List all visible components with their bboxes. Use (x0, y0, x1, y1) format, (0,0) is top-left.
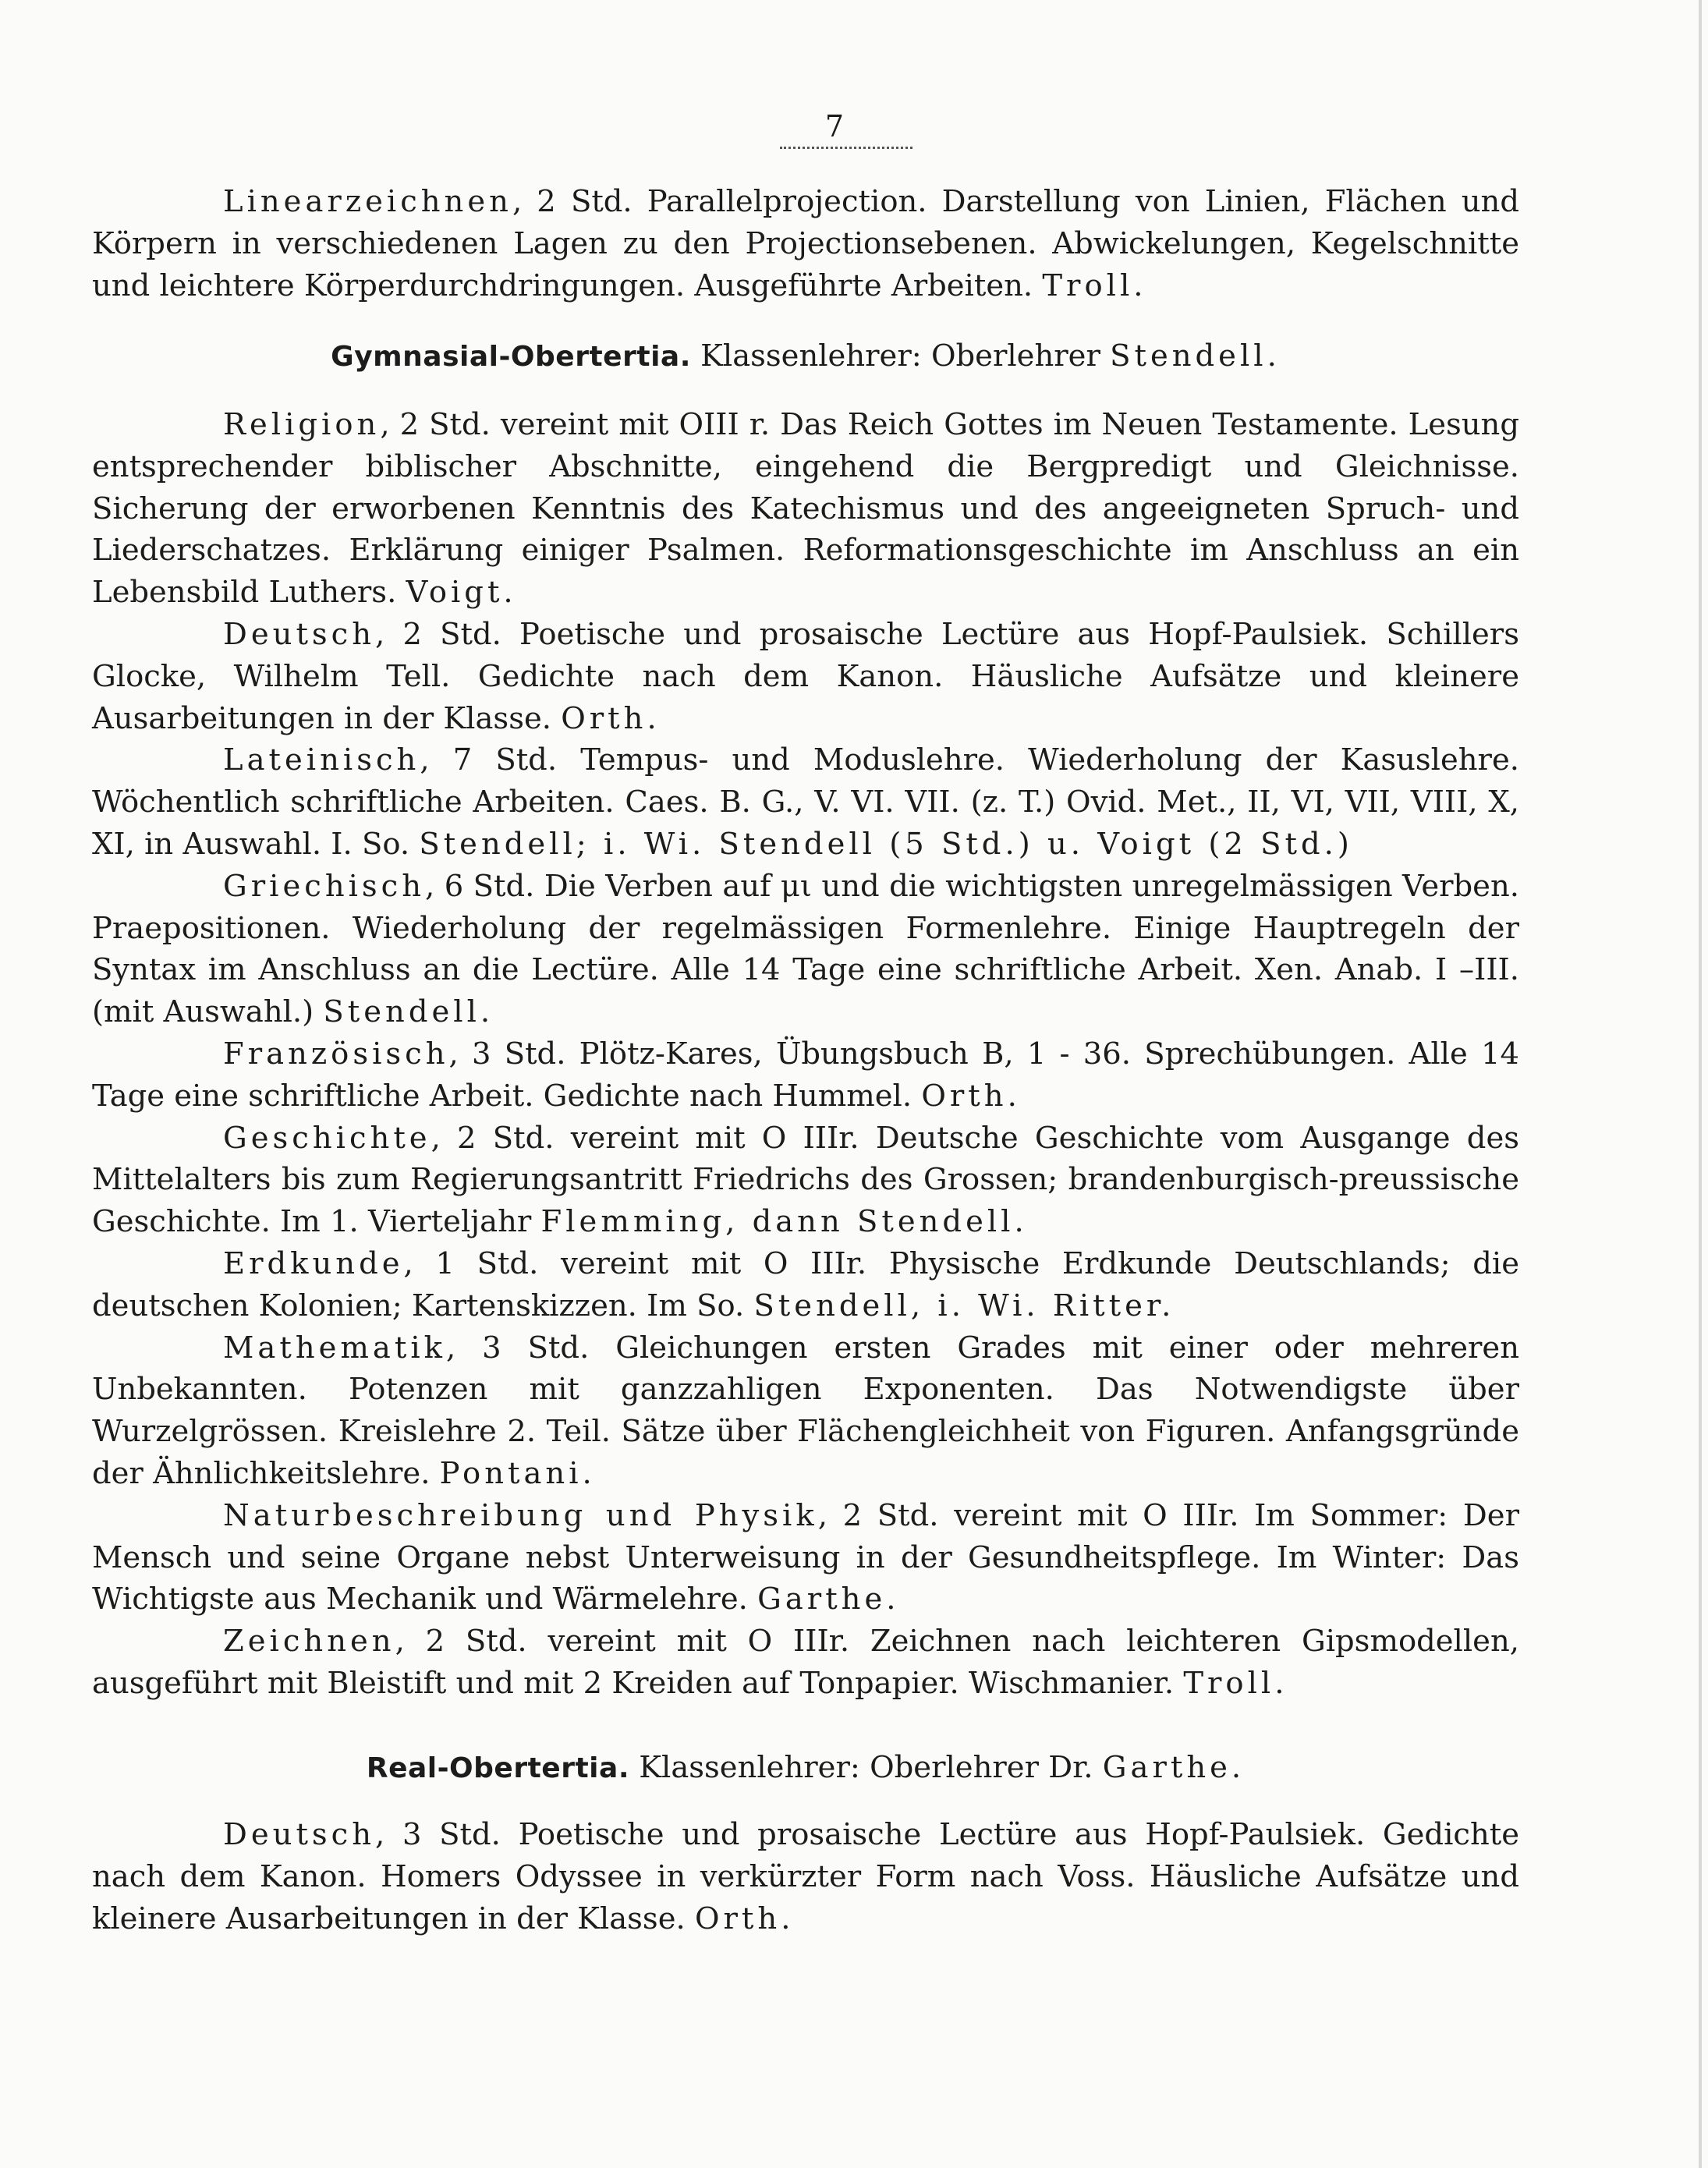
subject-hours: , 3 Std. (375, 1817, 501, 1852)
subject-hours: , 2 Std. (431, 1120, 555, 1156)
subject-name: Lateinisch (223, 742, 420, 778)
subject-hours: , 1 Std. (403, 1245, 539, 1281)
class-head-title: Oberlehrer (930, 338, 1100, 374)
subject-text: vereint mit OIII r. Das Reich Gottes im Neuen Testamente. Lesung entsprechender biblischer Abschnitte, eingehend die Bergpredigt und Gleichnisse. Sicherung der erworbenen Kenntnis des Katechismus und des angeeigneten Spruch- und Liederschatzes. Erklärung einiger Psalmen. Reformationsgeschichte im Anschluss an ein Lebensbild Luthers. (92, 407, 1519, 611)
subject-hours: , 2 Std. (375, 616, 501, 652)
class-head-title: Oberlehrer Dr. (870, 1750, 1093, 1785)
subject-text: Parallelprojection. Darstellung von Linien, Flächen und Körpern in verschiedenen Lagen zu den Projectionsebenen. Abwickelungen, Kegelschnitte und leichtere Körperdurchdringungen. Ausgeführte Arbeiten. (92, 184, 1519, 303)
subject-paragraph-zeichnen (92, 1621, 1519, 1705)
class-head-name: Stendell. (1110, 338, 1281, 374)
subject-name: Deutsch (223, 1817, 376, 1852)
subject-hours: , 2 Std. (817, 1497, 939, 1533)
class-head-label: Klassenlehrer: (639, 1750, 860, 1785)
subject-name: Geschichte (223, 1120, 431, 1156)
teacher-name: Orth. (694, 1901, 795, 1936)
subject-text: Gleichungen ersten Grades mit einer oder mehreren Unbekannten. Potenzen mit ganzzahligen Exponenten. Das Notwendigste über Wurzelgrössen. Kreislehre 2. Teil. Sätze über Flächengleichheit von Figuren. Anfangsgründe der Ähnlichkeitslehre. (92, 1330, 1519, 1491)
subject-name: Zeichnen (223, 1624, 395, 1660)
subject-hours: , 2 Std. (512, 184, 633, 219)
class-name: Real-Obertertia. (366, 1752, 629, 1784)
subject-paragraph-lateinisch (92, 739, 1519, 865)
subject-paragraph-griechisch (92, 866, 1519, 1033)
intro-section (92, 181, 1519, 306)
subject-hours: , 2 Std. (380, 407, 491, 442)
teacher-name: Orth. (921, 1078, 1021, 1114)
subject-hours: , 3 Std. (448, 1036, 566, 1072)
subject-text: Plötz-Kares, Übungsbuch B, 1 - 36. Sprechübungen. Alle 14 Tage eine schriftliche Arbeit. Gedichte nach Hummel. (92, 1036, 1519, 1114)
subject-name: Französisch (223, 1036, 449, 1072)
real-subjects (92, 1814, 1519, 1940)
subject-hours: , 6 Std. (425, 868, 535, 904)
subject-name: Griechisch (223, 868, 426, 904)
page-number (780, 109, 889, 149)
subject-paragraph-naturbeschreibung (92, 1495, 1519, 1621)
subject-text: vereint mit O IIIr. Zeichnen nach leichteren Gipsmodellen, ausgeführt mit Bleistift und mit 2 Kreiden auf Tonpapier. Wischmanier. (92, 1624, 1519, 1701)
class-heading-real (92, 1747, 1519, 1790)
page-number-value: 7 (824, 109, 845, 143)
subject-hours: , 2 Std. (395, 1624, 527, 1660)
teacher-name: Stendell, i. Wi. Ritter. (753, 1288, 1175, 1323)
class-head-label: Klassenlehrer: (700, 338, 922, 374)
subject-name: Deutsch (223, 616, 376, 652)
subject-name: Linearzeichnen (223, 184, 512, 219)
subject-text: Poetische und prosaische Lectüre aus Hopf-Paulsiek. Schillers Glocke, Wilhelm Tell. Gedichte nach dem Kanon. Häusliche Aufsätze und kleinere Ausarbeitungen in der Klasse. (92, 616, 1519, 736)
teacher-name: Garthe. (757, 1582, 900, 1617)
page-number-flourish (780, 140, 912, 149)
subject-paragraph-religion (92, 404, 1519, 614)
subject-name: Erdkunde (223, 1245, 404, 1281)
subject-name: Naturbeschreibung und Physik (223, 1497, 818, 1533)
subject-text: vereint mit O IIIr. Deutsche Geschichte vom Ausgange des Mittelalters bis zum Regierungsantritt Friedrichs des Grossen; brandenburgisch-preussische Geschichte. Im 1. Vierteljahr (92, 1120, 1519, 1240)
subject-paragraph-mathematik (92, 1327, 1519, 1495)
teacher-name: Stendell; i. Wi. Stendell (5 Std.) u. Voigt (2 Std.) (419, 826, 1353, 862)
class-name: Gymnasial-Obertertia. (331, 341, 691, 373)
teacher-name: Flemming, dann Stendell. (540, 1204, 1028, 1240)
page-edge-line (1699, 0, 1702, 2168)
subject-text: vereint mit O IIIr. Im Sommer: Der Mensch und seine Organe nebst Unterweisung in der Gesundheitspflege. Im Winter: Das Wichtigste aus Mechanik und Wärmelehre. (92, 1497, 1519, 1617)
subject-text: Tempus- und Moduslehre. Wiederholung der Kasuslehre. Wöchentlich schriftliche Arbeiten. Caes. B. G., V. VI. VII. (z. T.) Ovid. Met., II, VI, VII, VIII, X, XI, in Auswahl. I. So. (92, 742, 1519, 862)
gymnasial-subjects (92, 404, 1519, 1705)
subject-hours: , 7 Std. (420, 742, 558, 778)
subject-name: Religion (223, 407, 381, 442)
teacher-name: Voigt. (406, 575, 517, 611)
subject-paragraph-erdkunde (92, 1243, 1519, 1327)
subject-text: Die Verben auf μι und die wichtigsten unregelmässigen Verben. Praepositionen. Wiederholung der regelmässigen Formenlehre. Einige Hauptregeln der Syntax im Anschluss an die Lectüre. Alle 14 Tage eine schriftliche Arbeit. Xen. Anab. I –III. (mit Auswahl.) (92, 868, 1519, 1030)
subject-paragraph-geschichte (92, 1118, 1519, 1243)
subject-text: Poetische und prosaische Lectüre aus Hopf-Paulsiek. Gedichte nach dem Kanon. Homers Odyssee in verkürzter Form nach Voss. Häusliche Aufsätze und kleinere Ausarbeitungen in der Klasse. (92, 1817, 1519, 1936)
class-heading-gymnasial (92, 335, 1519, 378)
teacher-name: Troll. (1183, 1665, 1288, 1701)
class-head-name: Garthe. (1102, 1750, 1246, 1785)
subject-text: vereint mit O IIIr. Physische Erdkunde Deutschlands; die deutschen Kolonien; Kartenskizzen. Im So. (92, 1245, 1519, 1323)
teacher-name: Stendell. (323, 994, 494, 1030)
subject-hours: , 3 Std. (446, 1330, 590, 1366)
subject-name: Mathematik (223, 1330, 447, 1366)
subject-paragraph (92, 181, 1519, 306)
teacher-name: Troll. (1042, 267, 1147, 303)
teacher-name: Pontani. (439, 1455, 596, 1491)
teacher-name: Orth. (561, 700, 661, 736)
subject-paragraph-deutsch-real (92, 1814, 1519, 1940)
subject-paragraph-franzoesisch (92, 1033, 1519, 1118)
subject-paragraph-deutsch (92, 614, 1519, 739)
